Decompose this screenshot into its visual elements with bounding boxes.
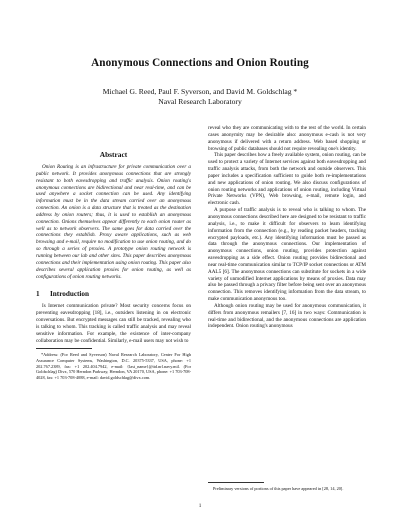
- footnote-preliminary: [208, 486, 366, 492]
- section-title: Introduction: [50, 290, 90, 299]
- right-paragraph-4: Although onion routing may be used for anonymous communication, it differs from anonymous remailers [7, 16] in two ways: Communication is real-time and bidirectional, and the anonymous connections are application independent. Onion routing's anonymous: [208, 302, 366, 330]
- intro-paragraph: Is Internet communication private? Most security concerns focus on preventing eavesdropping [18], i.e., outsiders listening in on electronic conversations. But encrypted messages can still be tracked, revealing who is talking to whom. This tracking is called traffic analysis and may reveal sensitive information. For example, the existence of inter-company collaboration may be confidential. Similarly, e-mail users may not wish to: [36, 303, 191, 344]
- footnote-rule: [36, 348, 92, 349]
- right-column: [208, 125, 366, 330]
- right-footnote-rule: [208, 482, 264, 483]
- right-paragraph-3: A purpose of traffic analysis is to reveal who is talking to whom. The anonymous connections described here are designed to be resistant to traffic analysis, i.e., to make it difficult for observers to learn identifying information from the connection (e.g., by reading packet headers, tracking encrypted payloads, etc.). Any identifying information must be passed as data through the anonymous connections. Our implementation of anonymous connections, onion routing, provides protection against eavesdropping as a side effect. Onion routing provides bidirectional and near real-time communication similar to TCP/IP socket connections or ATM AAL5 [6]. The anonymous connections can substitute for sockets in a wide variety of unmodified Internet applications by means of proxies. Data may also be passed through a privacy filter before being sent over an anonymous connection. This removes identifying information from the data stream, to make communication anonymous too.: [208, 207, 366, 303]
- author-block: [0, 87, 400, 106]
- footnote-address: [36, 352, 191, 380]
- right-body: [208, 125, 366, 330]
- footnote-address-text: *Address: (For Reed and Syverson) Naval Research Laboratory, Center For High Assurance Computer Systems, Washington, D.C. 20375-5337, USA, phone: +1 202.767.2389, fax: +1 202.404.7942, e-mail: {last_name}@itd.nrl.navy.mil. (For Goldschlag) Divx, 570 Herndon Parkway, Herndon, VA 20170, USA, phone: +1 703-708-4028, fax: +1 703-708-4088, e-mail: david.goldschlag@divx.com.: [36, 352, 191, 380]
- footnote-preliminary-text: Preliminary versions of portions of this paper have appeared in [28, 14, 20].: [213, 486, 344, 491]
- author-affiliation: Naval Research Laboratory: [158, 96, 242, 106]
- section-number: 1: [36, 290, 40, 299]
- left-column: [36, 150, 191, 380]
- author-names: Michael G. Reed, Paul F. Syverson, and David M. Goldschlag *: [102, 87, 298, 96]
- intro-body: [36, 303, 191, 344]
- paper-title: Anonymous Connections and Onion Routing: [91, 57, 309, 69]
- abstract-heading: Abstract: [99, 150, 128, 159]
- abstract: [36, 164, 191, 280]
- section-heading-introduction: [36, 290, 191, 299]
- right-paragraph-1: reveal who they are communicating with to the rest of the world. In certain cases anonymity may be desirable also: anonymous e-cash is not very anonymous if delivered with a return address. Web based shopping or browsing of public databases should not require revealing one's identity.: [208, 125, 366, 152]
- page-number: 1: [198, 503, 202, 509]
- right-footnote-block: [208, 478, 366, 492]
- abstract-text: Onion Routing is an infrastructure for private communication over a public network. It provides anonymous connections that are strongly resistant to both eavesdropping and traffic analysis. Onion routing's anonymous connections are bidirectional and near real-time, and can be used anywhere a socket connection can be used. Any identifying information must be in the data stream carried over an anonymous connection. An onion is a data structure that is treated as the destination address by onion routers; thus, it is used to establish an anonymous connection. Onions themselves appear differently to each onion router as well as to network observers. The same goes for data carried over the connections they establish. Proxy aware applications, such as web browsing and e-mail, require no modification to use onion routing, and do so through a series of proxies. A prototype onion routing network is running between our lab and other sites. This paper describes anonymous connections and their implementation using onion routing. This paper also describes several application proxies for onion routing, as well as configurations of onion routing networks.: [36, 164, 191, 280]
- right-paragraph-2: This paper describes how a freely available system, onion routing, can be used to protect a variety of Internet services against both eavesdropping and traffic analysis attacks, from both the network and outside observers. This paper includes a specification sufficient to guide both re-implementations and new applications of onion routing. We also discuss configurations of onion routing networks and applications of onion routing, including Virtual Private Networks (VPN), Web browsing, e-mail, remote login, and electronic cash.: [208, 152, 366, 207]
